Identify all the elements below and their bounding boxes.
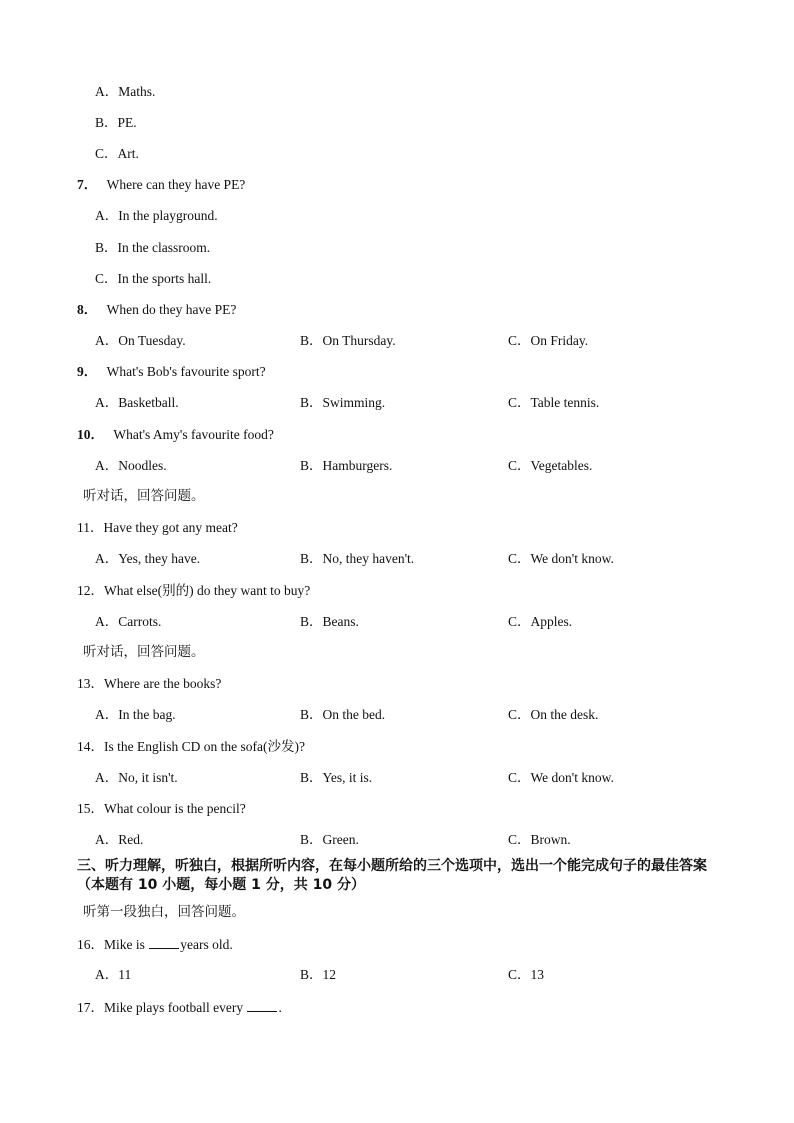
instruction-listen-monologue-1: 听第一段独白，回答问题。 — [83, 904, 245, 920]
q7-text: Where can they have PE? — [106, 177, 246, 192]
q9-question — [77, 363, 266, 381]
q9-text: What's Bob's favourite sport? — [106, 364, 266, 379]
q16-text-before: 16．Mike is — [77, 937, 149, 952]
q16-text-after: years old. — [180, 937, 233, 952]
q13-option-c: C．On the desk. — [508, 707, 599, 722]
q15-option-a: A．Red. — [95, 832, 144, 847]
q9-number: 9． — [77, 364, 98, 379]
q10-option-b: B．Hamburgers. — [300, 458, 393, 473]
q12-option-c: C．Apples. — [508, 614, 573, 629]
q8-option-b: B．On Thursday. — [300, 333, 396, 348]
q13-question: 13．Where are the books? — [77, 676, 222, 691]
q9-option-a: A．Basketball. — [95, 395, 179, 410]
q6-option-b: B．PE. — [95, 115, 137, 130]
q15-option-b: B．Green. — [300, 832, 359, 847]
q14-option-a: A．No, it isn't. — [95, 770, 178, 785]
q8-question — [77, 301, 236, 319]
q10-option-c: C．Vegetables. — [508, 458, 593, 473]
q8-number: 8． — [77, 302, 98, 317]
q10-option-a: A．Noodles. — [95, 458, 167, 473]
q11-option-a: A．Yes, they have. — [95, 551, 201, 566]
q11-option-c: C．We don't know. — [508, 551, 614, 566]
q17-text-after: . — [278, 1000, 282, 1015]
q17-text-before: 17．Mike plays football every — [77, 1000, 247, 1015]
q6-option-a: A．Maths. — [95, 84, 156, 99]
q14-option-b: B．Yes, it is. — [300, 770, 373, 785]
q8-option-c: C．On Friday. — [508, 333, 589, 348]
q10-question — [77, 426, 274, 444]
q14-option-c: C．We don't know. — [508, 770, 614, 785]
q15-option-c: C．Brown. — [508, 832, 571, 847]
q13-option-b: B．On the bed. — [300, 707, 386, 722]
q6-option-c: C．Art. — [95, 146, 139, 161]
q8-option-a: A．On Tuesday. — [95, 333, 186, 348]
instruction-listen-dialogue-2: 听对话，回答问题。 — [83, 644, 205, 660]
q12-option-a: A．Carrots. — [95, 614, 162, 629]
instruction-listen-dialogue-1: 听对话，回答问题。 — [83, 488, 205, 504]
q7-option-b: B．In the classroom. — [95, 240, 211, 255]
q10-number: 10． — [77, 427, 104, 442]
q8-text: When do they have PE? — [106, 302, 237, 317]
q7-option-c: C．In the sports hall. — [95, 271, 212, 286]
q13-option-a: A．In the bag. — [95, 707, 176, 722]
q11-question: 11．Have they got any meat? — [77, 520, 238, 535]
q17-question — [77, 998, 282, 1017]
q7-question — [77, 176, 245, 194]
q17-blank — [247, 998, 277, 1012]
q12-question: 12．What else(别的) do they want to buy? — [77, 583, 311, 598]
q10-text: What's Amy's favourite food? — [113, 427, 274, 442]
q16-blank — [149, 935, 179, 949]
q11-option-b: B．No, they haven't. — [300, 551, 415, 566]
q7-option-a: A．In the playground. — [95, 208, 218, 223]
q16-question — [77, 935, 233, 954]
q16-option-b: B．12 — [300, 967, 337, 982]
section-3-title: 三、听力理解，听独白，根据所听内容，在每小题所给的三个选项中，选出一个能完成句子的最佳答案（本题有 10 小题，每小题 1 分，共 10 分） — [77, 858, 707, 893]
q12-option-b: B．Beans. — [300, 614, 359, 629]
q14-question: 14．Is the English CD on the sofa(沙发)? — [77, 739, 305, 754]
q9-option-c: C．Table tennis. — [508, 395, 600, 410]
q16-option-a: A．11 — [95, 967, 132, 982]
q9-option-b: B．Swimming. — [300, 395, 386, 410]
q7-number: 7． — [77, 177, 98, 192]
q15-question: 15．What colour is the pencil? — [77, 801, 246, 816]
q16-option-c: C．13 — [508, 967, 545, 982]
